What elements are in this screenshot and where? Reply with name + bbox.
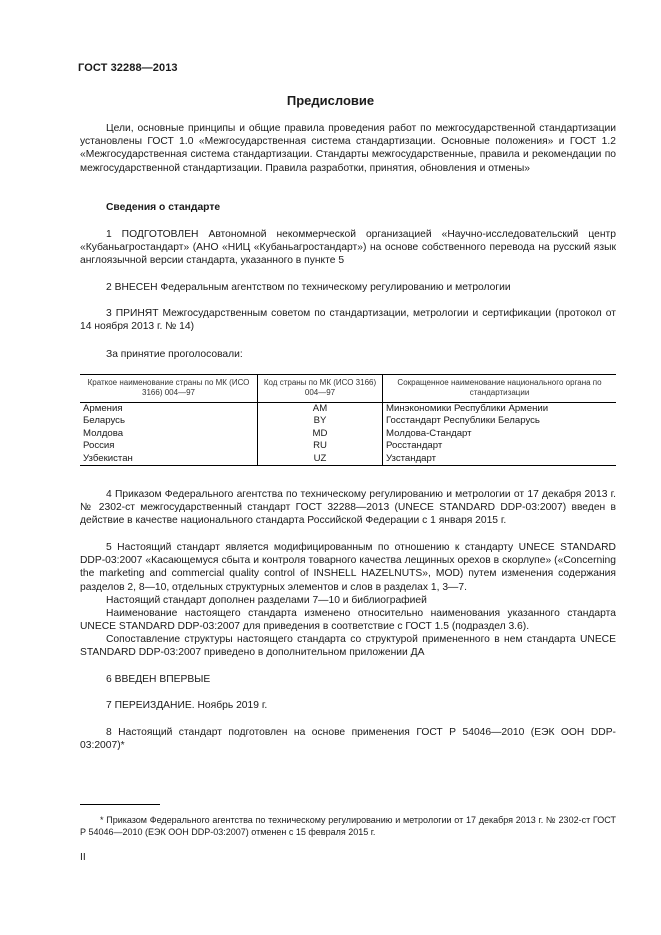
item-7-text: 7 ПЕРЕИЗДАНИЕ. Ноябрь 2019 г. (106, 700, 268, 711)
table-cell-code: BY (258, 415, 383, 427)
item-5-addition-text: Настоящий стандарт дополнен разделами 7—10 и библиографией (106, 595, 427, 606)
table-cell-country: Армения (83, 403, 123, 414)
table-row (80, 428, 616, 440)
table-cell-country: Узбекистан (80, 453, 258, 466)
table-header-code: Код страны по МК (ИСО 3166) 004—97 (258, 375, 383, 403)
item-3 (80, 307, 616, 333)
item-4-text: 4 Приказом Федерального агентства по техническому регулированию и метрологии от 17 декабря 2013 г. № 2302-ст межгосударственный стандарт ГОСТ 32288—2013 (UNECE STANDARD DDP-03:2007) введен в действие в качестве национального стандарта Российской Федерации с 1 января 2015 г. (80, 489, 616, 527)
item-7 (80, 699, 616, 712)
intro-paragraph (80, 122, 616, 175)
item-5-comparison (80, 633, 616, 659)
table-cell-body: Молдова-Стандарт (383, 428, 617, 440)
item-5 (80, 541, 616, 594)
item-6-text: 6 ВВЕДЕН ВПЕРВЫЕ (106, 674, 211, 685)
table-cell-body: Росстандарт (383, 440, 617, 452)
table-cell-body: Узстандарт (383, 453, 617, 466)
intro-text: Цели, основные принципы и общие правила проведения работ по межгосударственной стандартизации установлены ГОСТ 1.0 «Межгосударственная система стандартизации. Основные положения» и ГОСТ 1.2 «Межгосударственная система стандартизации. Стандарты межгосударственные, правила и рекомендации по межгосударственной стандартизации. Правила разработки, принятия, обновления и отмены» (80, 123, 616, 174)
table-cell-code: UZ (258, 453, 383, 466)
table-row (80, 415, 616, 427)
item-5-title-change (80, 607, 616, 633)
table-cell-country: Молдова (83, 427, 124, 439)
item-8 (80, 726, 616, 752)
footnote-text: * Приказом Федерального агентства по техническому регулированию и метрологии от 17 декабря 2013 г. № 2302-ст ГОСТ Р 54046—2010 (ЕЭК ООН DDP-03:2007) отменен с 15 февраля 2015 г. (80, 815, 616, 838)
item-1 (80, 228, 616, 268)
table-cell-country: Беларусь (83, 415, 125, 427)
item-5-addition (80, 594, 616, 607)
voted-text: За принятие проголосовали: (106, 349, 243, 360)
table-cell-body: Госстандарт Республики Беларусь (383, 415, 617, 427)
item-1-text: 1 ПОДГОТОВЛЕН Автономной некоммерческой организацией «Научно-исследовательский центр «Кубаньагростандарт» (АНО «НИЦ «Кубаньагростандарт») на основе собственного перевода на русский язык англоязычной версии стандарта, указанного в пункте 5 (80, 229, 616, 267)
section-heading-text: Сведения о стандарте (106, 202, 221, 213)
table-cell-code: RU (258, 440, 383, 452)
table-header-row (80, 375, 616, 403)
table-header-country: Краткое наименование страны по МК (ИСО 3166) 004—97 (80, 375, 258, 403)
table-header-body: Сокращенное наименование национального органа по стандартизации (383, 375, 617, 403)
item-2 (80, 281, 616, 294)
footnote (80, 814, 616, 838)
table-cell-code: AM (258, 403, 383, 416)
table-row (80, 403, 616, 416)
footnote-divider (80, 804, 160, 805)
table-cell-code: MD (258, 428, 383, 440)
table-cell-country: Россия (83, 440, 115, 452)
item-5-title-change-text: Наименование настоящего стандарта изменено относительно наименования указанного стандарта UNECE STANDARD DDP-03:2007 для приведения в соответствие с ГОСТ 1.5 (подраздел 3.6). (80, 608, 616, 633)
item-5-comparison-text: Сопоставление структуры настоящего стандарта со структурой примененного в нем стандарта UNECE STANDARD DDP-03:2007 приведено в дополнительном приложении ДА (80, 634, 616, 659)
table-row (80, 453, 616, 466)
item-6 (80, 673, 616, 686)
item-3-text: 3 ПРИНЯТ Межгосударственным советом по стандартизации, метрологии и сертификации (протокол от 14 ноября 2013 г. № 14) (80, 308, 616, 333)
item-4 (80, 488, 616, 528)
item-8-text: 8 Настоящий стандарт подготовлен на основе применения ГОСТ Р 54046—2010 (ЕЭК ООН DDP-03:2007)* (80, 727, 616, 752)
table-cell-body: Минэкономики Республики Армении (383, 403, 617, 416)
section-heading (80, 201, 616, 214)
voted-label (80, 348, 616, 361)
member-states-table (80, 374, 616, 466)
table-row (80, 440, 616, 452)
document-header: ГОСТ 32288—2013 (78, 62, 178, 74)
item-2-text: 2 ВНЕСЕН Федеральным агентством по техническому регулированию и метрологии (106, 282, 511, 293)
item-5-text: 5 Настоящий стандарт является модифицированным по отношению к стандарту UNECE STANDARD DDP-03:2007 «Касающемуся сбыта и контроля товарного качества лещинных орехов в скорлупе» («Concerning the marketing and commercial quality control of INSHELL HAZELNUTS», MOD) путем изменения содержания разделов 2, 8—10, отдельных структурных элементов и слов в разделах 1, 3—7. (80, 542, 616, 593)
page-title: Предисловие (286, 93, 375, 108)
page-number: II (80, 852, 86, 863)
